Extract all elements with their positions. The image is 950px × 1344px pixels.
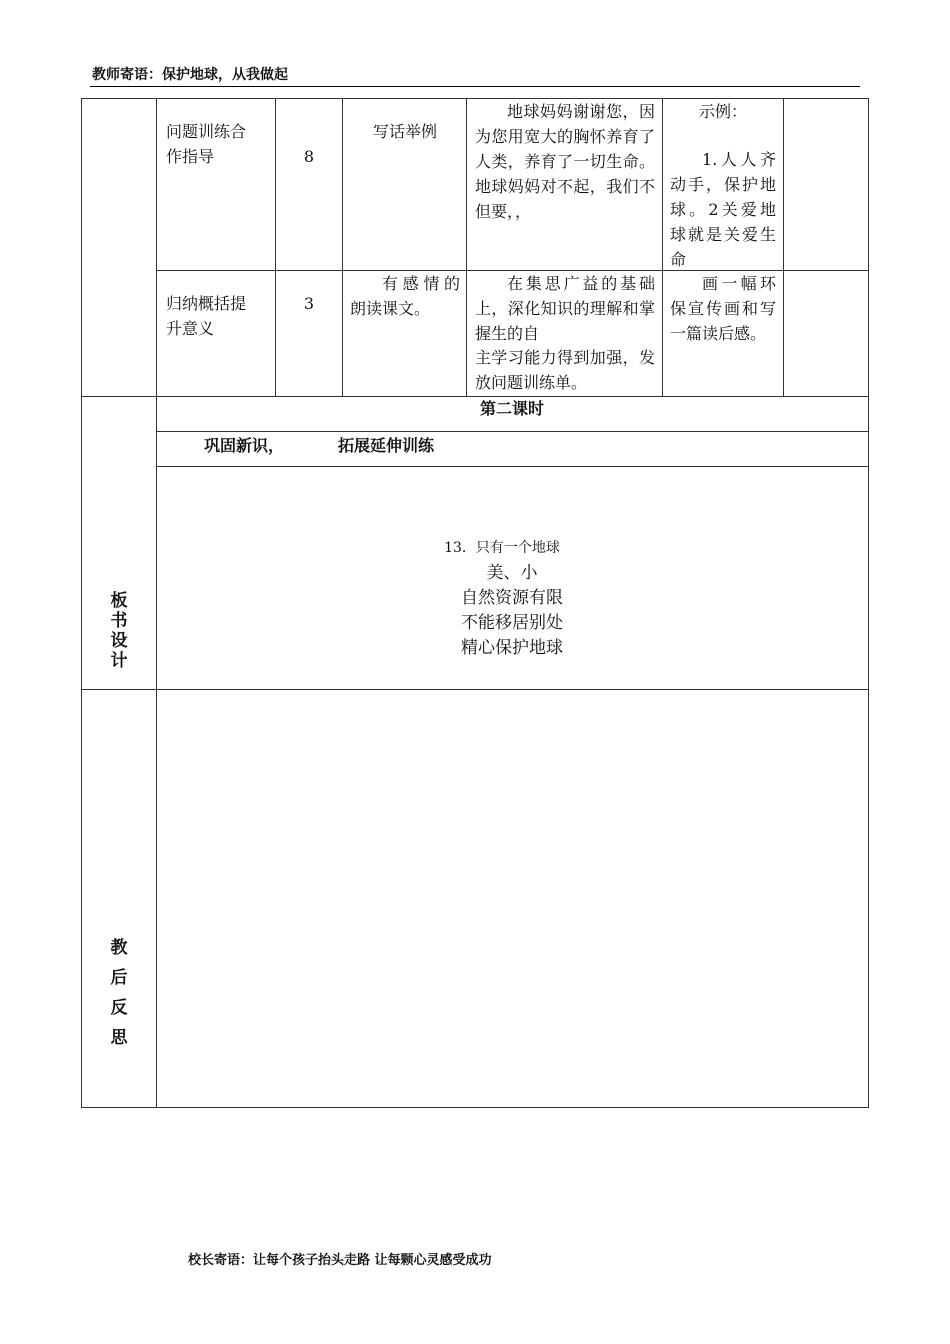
row1-example-title: 示例： [698,102,747,121]
row-divider-5 [82,689,868,690]
board-label: 板书设计 [110,591,128,671]
page-header: 教师寄语：保护地球，从我做起 [92,67,288,83]
row2-example-body: 画一幅环保宣传画和写一篇读后感。 [670,274,776,343]
header-rule [90,86,860,87]
row2-step: 归纳概括提升意义 [166,294,247,338]
row1-teacher-activity: 写话举例 [372,122,437,141]
second-lesson-title: 第二课时 [479,399,544,418]
second-lesson-topic-1: 巩固新识， [204,436,285,455]
board-line-1: 美、小 [486,563,538,583]
board-line-2: 自然资源有限 [461,588,563,608]
row-divider-4 [156,466,868,467]
reflection-label: 教后反思 [110,938,128,1048]
board-title: 13．只有一个地球 [444,540,560,556]
row1-example-body: 1.人人齐动手，保护地球。2关爱地球就是关爱生命 [670,150,776,269]
col-divider-teacher [466,99,467,396]
second-lesson-topic-2: 拓展延伸训练 [338,436,435,455]
col-divider-student [662,99,663,396]
row1-step: 问题训练合作指导 [166,122,247,166]
page-footer: 校长寄语：让每个孩子抬头走路 让每颗心灵感受成功 [188,1253,492,1268]
board-line-4: 精心保护地球 [461,638,563,658]
lesson-table [81,98,869,1108]
board-line-3: 不能移居别处 [461,613,563,633]
row1-minutes: 8 [303,147,315,166]
row2-minutes: 3 [303,294,315,313]
row-divider-3 [156,431,868,432]
col-divider-label [156,99,157,1107]
row2-student-activity-1: 在集思广益的基础上，深化知识的理解和掌握生的自 [475,274,655,343]
col-divider-example [783,99,784,396]
row1-student-activity: 地球妈妈谢谢您，因为您用宽大的胸怀养育了人类，养育了一切生命。地球妈妈对不起，我们不但要，， [475,102,655,221]
row2-student-activity-2: 主学习能力得到加强，发放问题训练单。 [475,348,655,392]
col-divider-minutes [342,99,343,396]
row2-teacher-activity: 有感情的朗读课文。 [350,274,460,318]
